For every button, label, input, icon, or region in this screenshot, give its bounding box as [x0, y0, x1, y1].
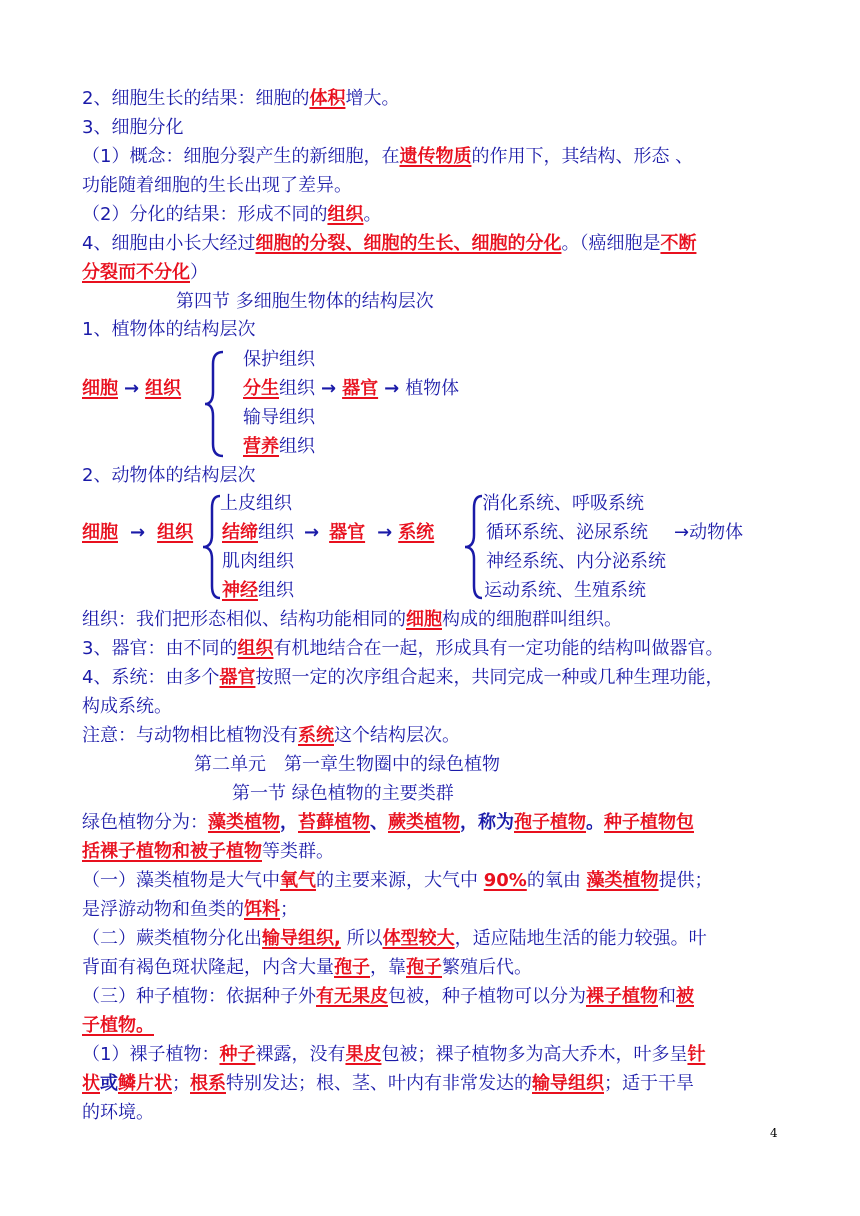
highlight: 神经 [222, 580, 258, 601]
text: 组织：我们把形态相似、结构功能相同的 [82, 609, 406, 630]
animal-tissue-muscle: 肌肉组织 [222, 551, 294, 572]
text: 。 [363, 204, 382, 225]
text: ； [280, 899, 298, 920]
animal-cell: 细胞 [82, 522, 118, 543]
definition-system [82, 665, 723, 691]
highlight: 90% [483, 870, 527, 891]
highlight: 细胞的分裂、细胞的生长、细胞的分化 [255, 233, 562, 254]
animal-tissue: 组织 [157, 522, 194, 543]
highlight: 体型较大 [382, 928, 455, 949]
plant-cell: 细胞 [82, 378, 118, 399]
text: 绿色植物分为： [82, 812, 208, 833]
text: 的主要来源，大气中 [316, 870, 484, 891]
text: 的氧由 [526, 870, 587, 891]
plant-tissue-protective: 保护组织 [243, 349, 315, 370]
highlight: , [334, 928, 341, 949]
text: 注意：与动物相比植物没有 [82, 725, 298, 746]
arrow-icon: → [124, 378, 140, 399]
arrow-icon: → [377, 522, 393, 543]
highlight: 括裸子植物和被子植物 [82, 841, 262, 862]
text: 有机地结合在一起，形成具有一定功能的结构叫做器官。 [273, 638, 724, 659]
highlight: 有无果皮 [316, 986, 388, 1007]
highlight: 孢子 [334, 957, 370, 978]
line-gymnosperms-cont [82, 1071, 694, 1097]
text: 裸露，没有 [255, 1044, 346, 1065]
text: （2）分化的结果：形成不同的 [82, 204, 328, 225]
highlight: 藻类植物 [208, 812, 280, 833]
animal-tissue-epithelial: 上皮组织 [220, 493, 292, 514]
text: （1）概念：细胞分裂产生的新细胞，在 [82, 146, 400, 167]
text: 包被，种子植物可以分为 [388, 986, 586, 1007]
text: ， [280, 812, 298, 833]
animal-systems-row-4: 运动系统、生殖系统 [484, 580, 646, 601]
heading-cell-differentiation: 3、细胞分化 [82, 117, 184, 138]
text: 或 [100, 1073, 118, 1094]
text: 繁殖后代。 [442, 957, 532, 978]
text: 所以 [340, 928, 383, 949]
highlight: 藻类植物 [586, 870, 659, 891]
text: 循环系统、泌尿系统 [486, 522, 648, 543]
text: 4、系统：由多个 [82, 667, 220, 688]
highlight: 鳞片状 [118, 1073, 172, 1094]
line-algae [82, 868, 713, 894]
animal-body: →动物体 [674, 522, 744, 543]
line-cancer-cell [82, 260, 208, 286]
heading-plant-structure: 1、植物体的结构层次 [82, 319, 256, 340]
line-cell-grows [82, 231, 696, 257]
plant-tissue: 组织 [145, 378, 182, 399]
text: 组织 [258, 580, 294, 601]
highlight: 细胞 [406, 609, 442, 630]
text: 3、器官：由不同的 [82, 638, 238, 659]
highlight: 针 [687, 1044, 706, 1065]
highlight: 组织 [237, 638, 274, 659]
animal-tissue-nervous [222, 578, 294, 604]
highlight: 饵料 [244, 899, 280, 920]
animal-main-row [82, 520, 193, 546]
highlight: 系统 [298, 725, 334, 746]
highlight: 营养 [243, 436, 279, 457]
text: （三）种子植物：依据种子外 [82, 986, 316, 1007]
highlight: 输导组织 [262, 928, 334, 949]
text: 特别发达；根、茎、叶内有非常发达的 [226, 1073, 532, 1094]
highlight: 器官 [219, 667, 256, 688]
text: 这个结构层次。 [334, 725, 460, 746]
text: 2、细胞生长的结果：细胞的 [82, 88, 310, 109]
section-title-4: 第四节 多细胞生物体的结构层次 [176, 291, 434, 312]
highlight: 子植物。 [82, 1015, 154, 1036]
highlight: 不断 [660, 233, 697, 254]
line-green-plants-groups [82, 810, 694, 836]
text: ） [190, 262, 208, 283]
definition-system-cont: 构成系统。 [82, 696, 172, 717]
highlight: 果皮 [345, 1044, 382, 1065]
animal-systems-row-1: 消化系统、呼吸系统 [482, 493, 644, 514]
heading-animal-structure: 2、动物体的结构层次 [82, 465, 256, 486]
text: 。 [586, 812, 604, 833]
arrow-icon: → [384, 378, 400, 399]
note-plant-no-system [82, 723, 460, 749]
line-concept [82, 144, 693, 170]
page-number: 4 [770, 1126, 778, 1140]
unit-title: 第二单元 第一章生物圈中的绿色植物 [194, 754, 500, 775]
text: 组织 [258, 522, 294, 543]
definition-tissue [82, 607, 622, 633]
animal-systems-row-3: 神经系统、内分泌系统 [486, 551, 666, 572]
highlight: 氧气 [280, 870, 316, 891]
plant-main-row [82, 376, 181, 402]
arrow-icon: → [130, 522, 146, 543]
line-ferns [82, 926, 707, 952]
text: 组织 [279, 436, 315, 457]
line-gymnosperms [82, 1042, 705, 1068]
line-differentiation-result [82, 202, 381, 228]
highlight: 蕨类植物 [388, 812, 460, 833]
text: 背面有褐色斑状隆起，内含大量 [82, 957, 334, 978]
animal-organ: 器官 [329, 522, 366, 543]
left-brace-icon [203, 350, 227, 458]
text: 增大。 [345, 88, 400, 109]
arrow-icon: → [321, 378, 337, 399]
highlight: 种子 [219, 1044, 256, 1065]
line-concept-cont: 功能随着细胞的生长出现了差异。 [82, 175, 352, 196]
text: ，适应陆地生活的能力较强。叶 [454, 928, 707, 949]
line-algae-cont [82, 897, 298, 923]
text: 4、细胞由小长大经过 [82, 233, 256, 254]
line-seed-plants [82, 984, 694, 1010]
highlight: 苔藓植物 [298, 812, 370, 833]
highlight: 分裂而不分化 [82, 262, 190, 283]
highlight: 状 [82, 1073, 100, 1094]
highlight: 孢子植物 [514, 812, 586, 833]
highlight: 结缔 [222, 522, 258, 543]
highlight: 输导组织 [532, 1073, 604, 1094]
text: 是浮游动物和鱼类的 [82, 899, 244, 920]
text: 构成的细胞群叫组织。 [442, 609, 622, 630]
text: ； [172, 1073, 190, 1094]
plant-body: 植物体 [405, 378, 460, 399]
plant-tissue-conductive: 输导组织 [243, 407, 315, 428]
plant-organ: 器官 [342, 378, 379, 399]
text: （1）裸子植物： [82, 1044, 220, 1065]
section-title-1: 第一节 绿色植物的主要类群 [232, 783, 454, 804]
plant-tissue-nutritive [243, 434, 315, 460]
text: 的作用下，其结构、形态 、 [471, 146, 694, 167]
line-seed-plants-cont [82, 1013, 154, 1039]
text: 和 [658, 986, 676, 1007]
text: 按照一定的次序组合起来，共同完成一种或几种生理功能， [255, 667, 724, 688]
arrow-icon: → [304, 522, 320, 543]
text: 。（癌细胞是 [561, 233, 661, 254]
highlight: 孢子 [406, 957, 442, 978]
highlight: 组织 [327, 204, 364, 225]
text: ，靠 [370, 957, 406, 978]
highlight: 体积 [309, 88, 346, 109]
text: （一）藻类植物是大气中 [82, 870, 280, 891]
highlight: 裸子植物 [586, 986, 658, 1007]
highlight: 遗传物质 [399, 146, 472, 167]
line-ferns-cont [82, 955, 532, 981]
text: （二）蕨类植物分化出 [82, 928, 262, 949]
plant-tissue-meristem-row [243, 376, 459, 402]
line-cell-growth-result [82, 86, 399, 112]
definition-organ [82, 636, 723, 662]
line-gymnosperms-end: 的环境。 [82, 1102, 154, 1123]
text: 提供； [658, 870, 713, 891]
highlight: 被 [676, 986, 694, 1007]
text: 组织 [279, 378, 315, 399]
highlight: 种子植物包 [604, 812, 694, 833]
animal-systems-row-2 [486, 520, 743, 546]
text: 等类群。 [262, 841, 334, 862]
animal-tissue-connective-row [222, 520, 434, 546]
line-green-plants-groups-cont [82, 839, 334, 865]
text: ；适于干旱 [604, 1073, 694, 1094]
highlight: 分生 [243, 378, 279, 399]
highlight: 根系 [190, 1073, 226, 1094]
animal-system: 系统 [398, 522, 435, 543]
text: 包被；裸子植物多为高大乔木，叶多呈 [381, 1044, 688, 1065]
text: 、 [370, 812, 388, 833]
text: ，称为 [460, 812, 514, 833]
